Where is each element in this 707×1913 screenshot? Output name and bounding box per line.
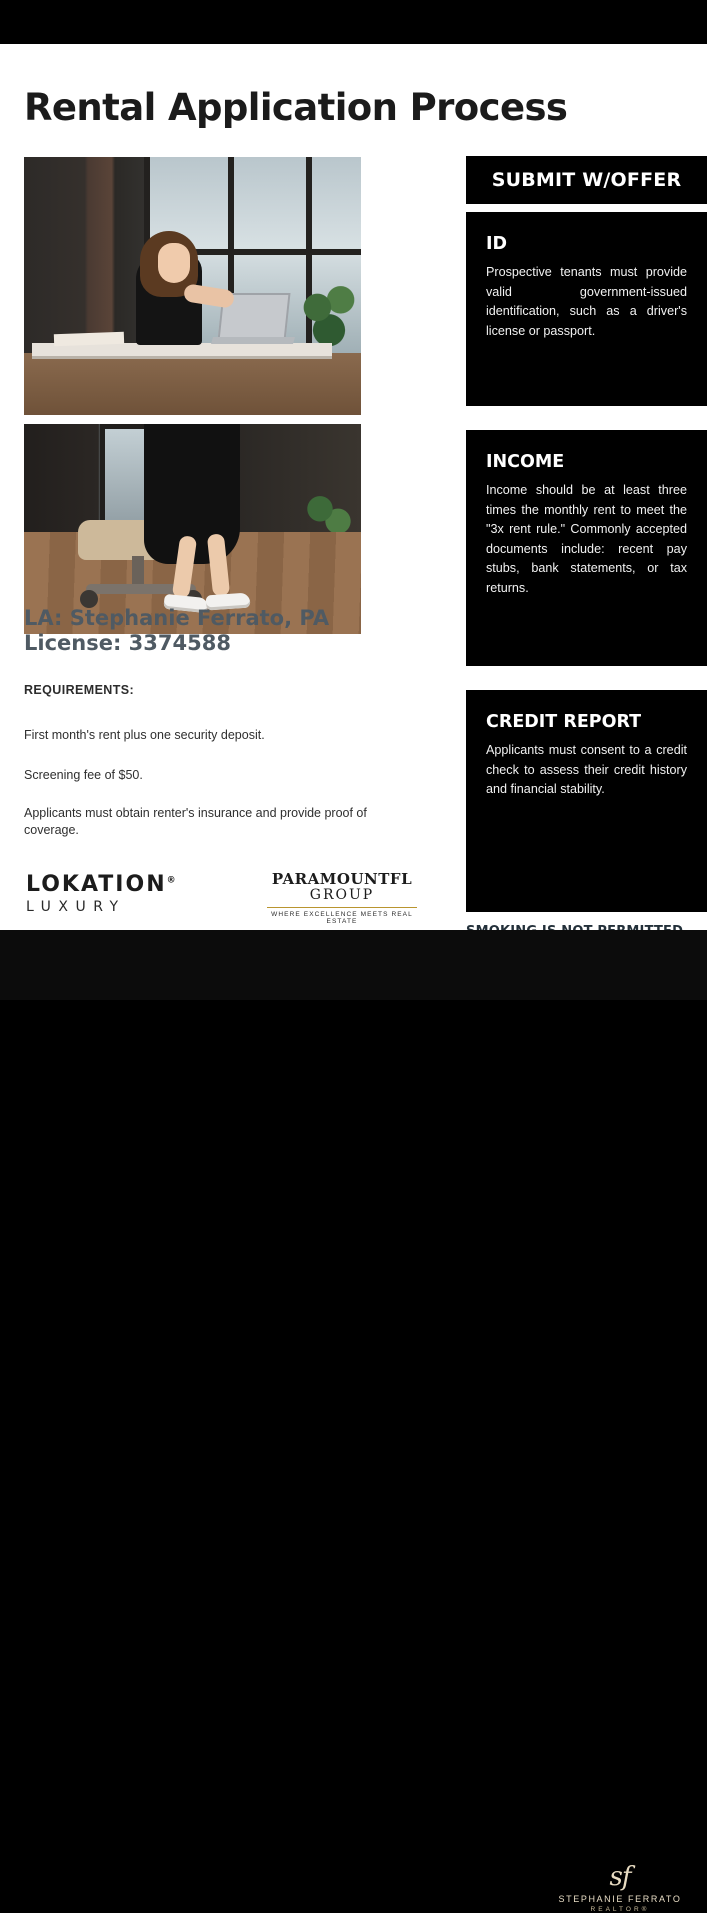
card-credit-report-body: Applicants must consent to a credit check to assess their credit history and financial stability. <box>486 743 687 797</box>
lokation-luxury-logo <box>26 872 226 915</box>
top-letterbox-bar <box>0 0 707 44</box>
card-id-body: Prospective tenants must provide valid government-issued identification, such as a driver's license or passport. <box>486 265 687 338</box>
card-credit-report <box>466 690 707 912</box>
bottom-letterbox-bar <box>0 930 707 1913</box>
requirement-item: Applicants must obtain renter's insurance and provide proof of coverage. <box>24 806 367 837</box>
lokation-wordmark-text: LOKATION <box>26 872 167 897</box>
submit-with-offer-label: SUBMIT W/OFFER <box>491 169 682 191</box>
monogram-icon: sf <box>609 1862 631 1892</box>
agent-at-desk-photo <box>24 157 361 415</box>
photo1-laptop-base <box>211 337 295 344</box>
brand-name: STEPHANIE FERRATO <box>558 1894 682 1904</box>
requirement-item: Screening fee of $50. <box>24 768 143 782</box>
photo1-papers <box>54 332 124 346</box>
paramount-name: PARAMOUNTFL <box>271 870 413 888</box>
lokation-subtitle: LUXURY <box>26 899 126 915</box>
stephanie-ferrato-brand-logo <box>540 1864 700 1913</box>
card-credit-report-title: CREDIT REPORT <box>486 712 642 732</box>
paramount-group-word: GROUP <box>309 887 375 903</box>
paramount-group-logo <box>262 870 422 925</box>
document-sheet <box>0 44 707 930</box>
listing-agent-license: License: 3374588 <box>24 630 231 655</box>
requirement-item: First month's rent plus one security deposit. <box>24 728 265 742</box>
page-title: Rental Application Process <box>24 86 568 129</box>
agent-seated-photo <box>24 424 361 634</box>
photo1-floor <box>24 353 361 415</box>
listing-agent-block <box>24 606 384 656</box>
paramount-divider <box>267 907 417 908</box>
lokation-wordmark <box>26 872 226 897</box>
card-id <box>466 212 707 406</box>
photo1-plant <box>300 277 358 353</box>
requirements-heading: REQUIREMENTS: <box>24 683 135 697</box>
card-income-title: INCOME <box>486 452 565 472</box>
listing-agent-name: LA: Stephanie Ferrato, PA <box>24 606 330 630</box>
photo1-person-face <box>158 243 190 283</box>
brand-role: REALTOR® <box>590 1906 650 1913</box>
card-id-title: ID <box>486 234 508 254</box>
submit-with-offer-header <box>466 156 707 204</box>
paramount-tagline: WHERE EXCELLENCE MEETS REAL ESTATE <box>271 911 413 925</box>
registered-trademark-icon: ® <box>166 875 178 886</box>
card-income <box>466 430 707 666</box>
card-income-body: Income should be at least three times the monthly rent to meet the "3x rent rule." Commonly accepted documents include: recent pay stubs, bank statements, or tax returns. <box>486 483 687 595</box>
